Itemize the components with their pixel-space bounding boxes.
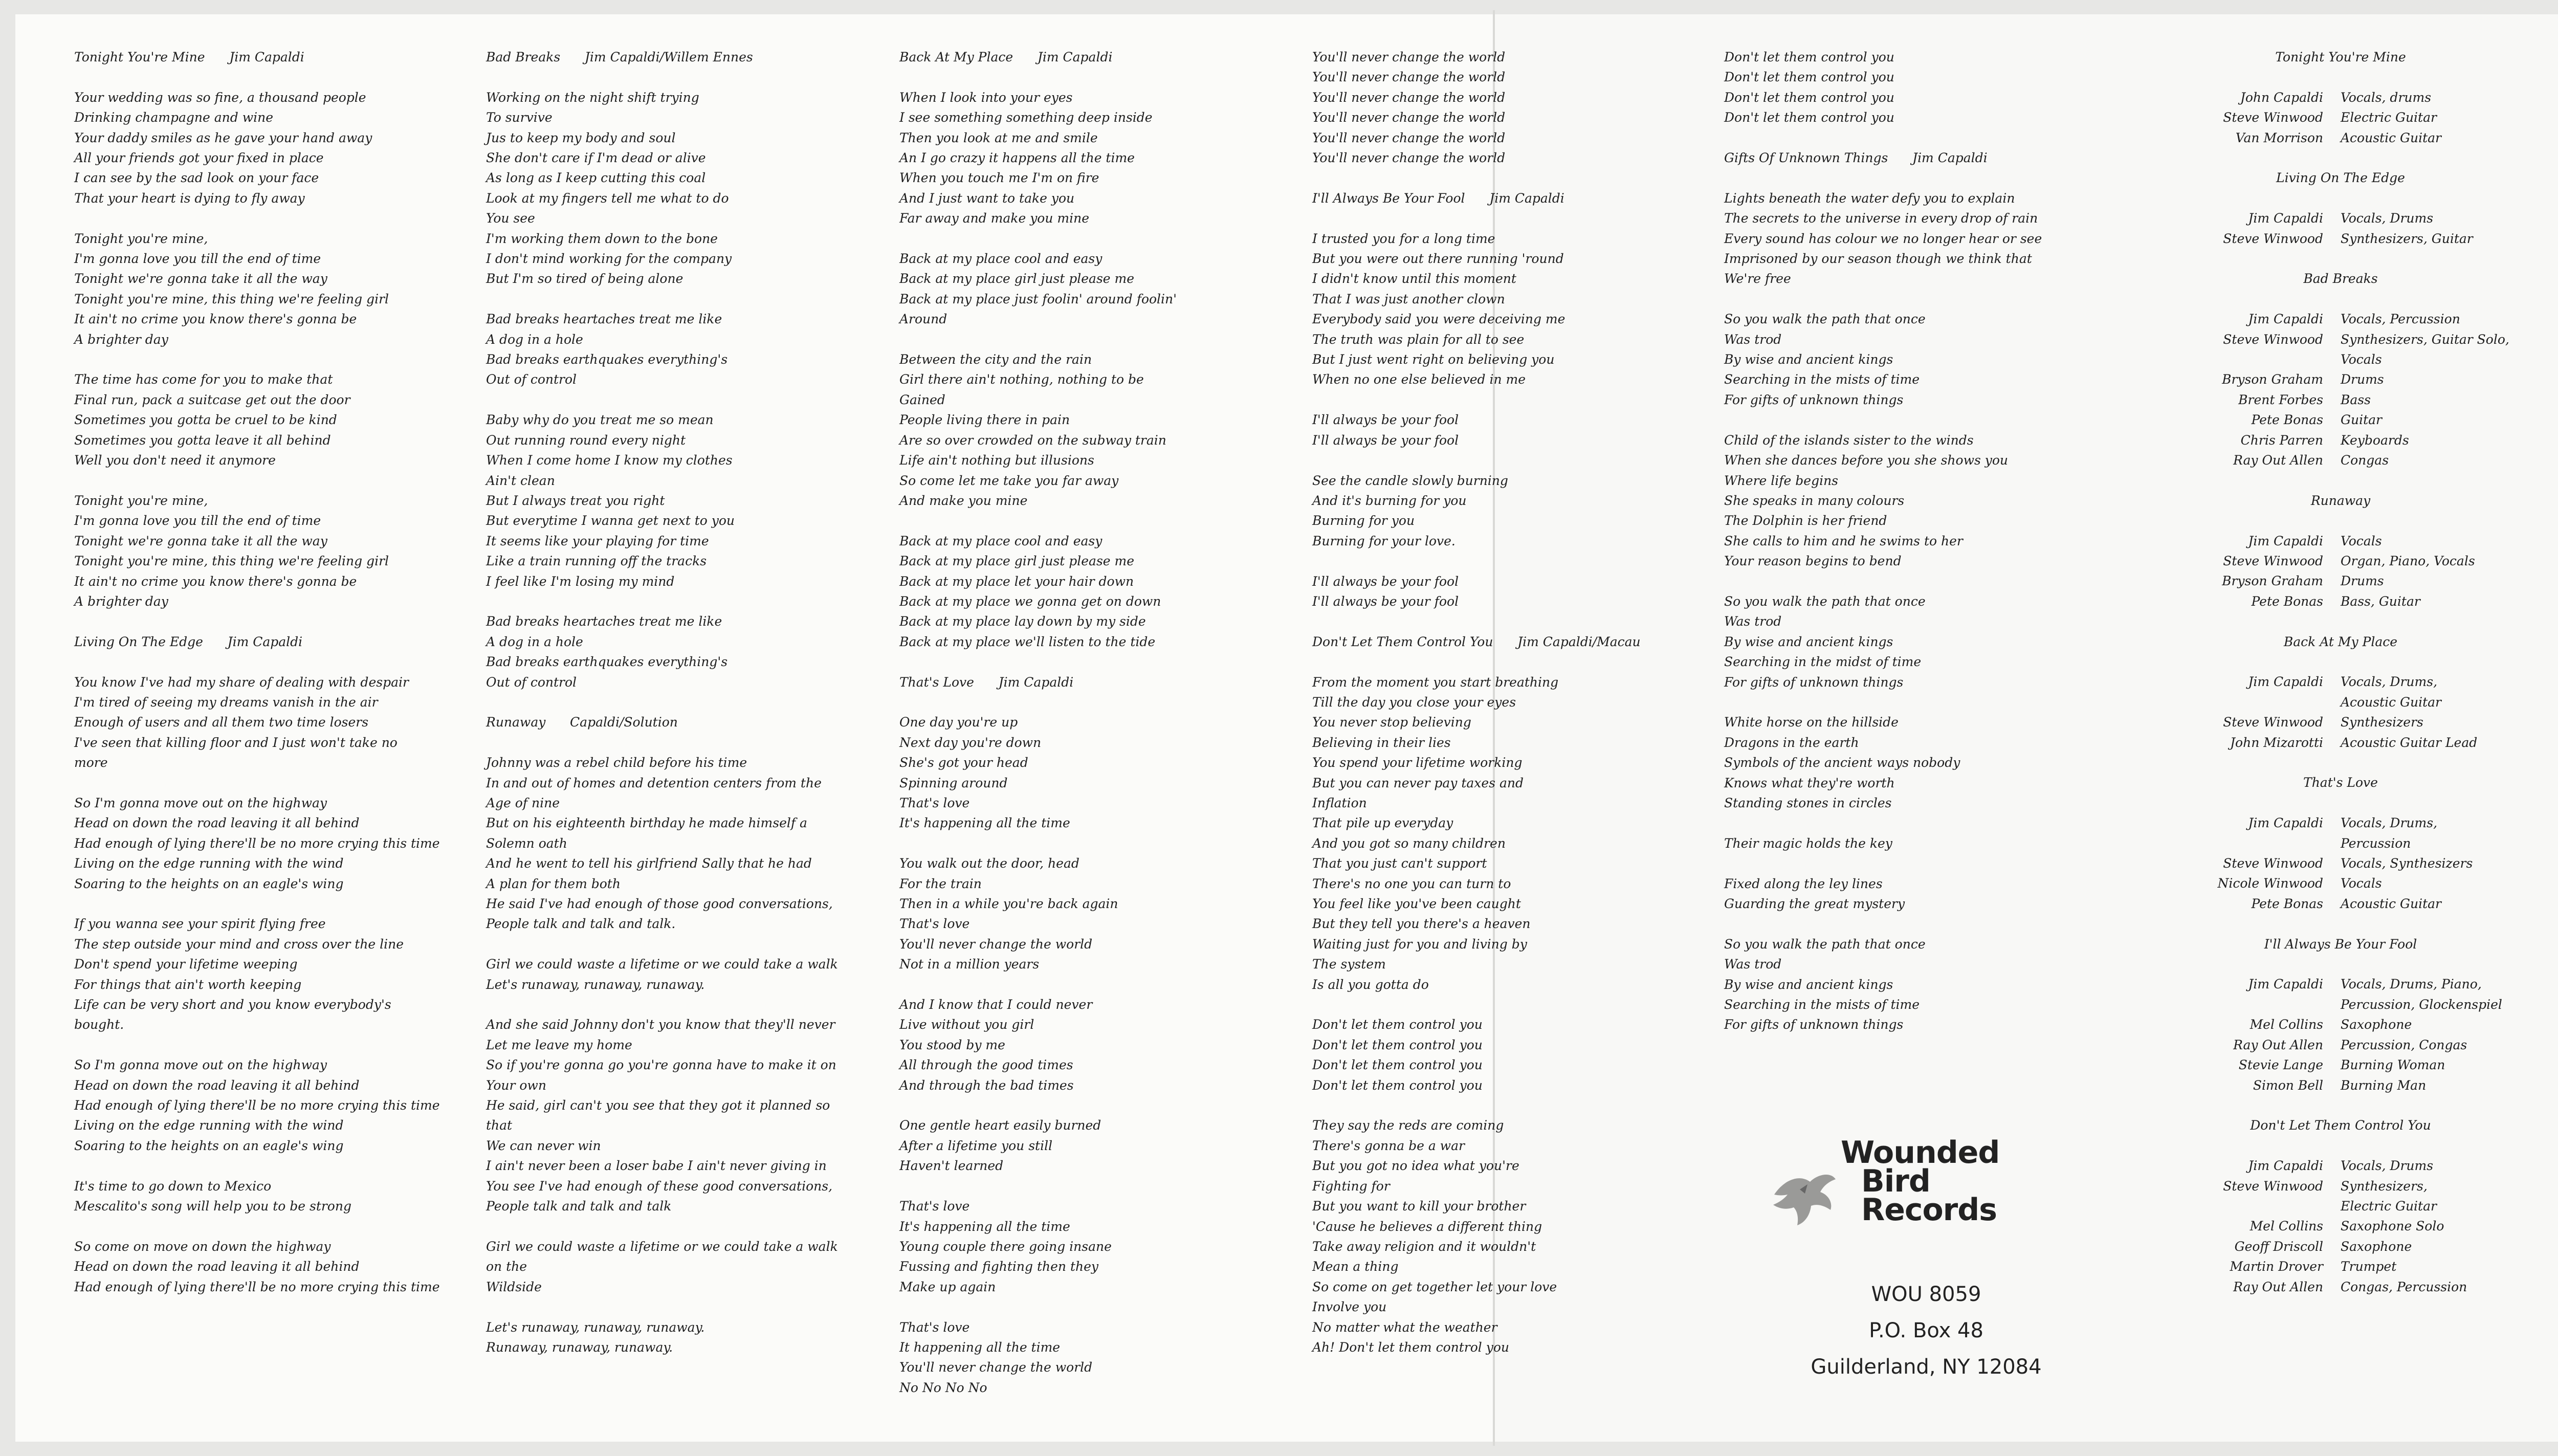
credit-role: Drums	[2341, 573, 2384, 589]
song-lyrics: Johnny was a rebel child before his time In and out of homes and detention centers from the Age of nine But on his eighteenth birthday he made himself a Solemn oath And he went to tell his girlfriend Sally that he had A plan for them both He said I've had enough of those good conversations, People talk and talk and talk. Girl we could waste a lifetime or we could take a walk Let's runaway, runaway, runaway. And she said Johnny don't you know that they'll never Let me leave my home So if you're gonna go you're gonna have to make it on Your own He said, girl can't you see that they got it planned so that We can never win I ain't never been a loser babe I ain't never giving in You see I've had enough of these good conversations, People talk and talk and talk Girl we could waste a lifetime or we could take a walk on the Wildside Let's runaway, runaway, runaway. Runaway, runaway, runaway.	[486, 755, 838, 1355]
lyrics-column-2	[486, 47, 875, 1357]
credit-row	[2136, 1156, 2545, 1176]
credit-role: Saxophone Solo	[2341, 1219, 2444, 1234]
credit-row	[2136, 1176, 2545, 1217]
song-lyrics: Don't let them control you Don't let them control you Don't let them control you Don't let them control you	[1724, 50, 1894, 125]
credit-note	[2550, 1055, 2558, 1156]
lyrics-column-5	[1724, 47, 2092, 1035]
lyrics-column-1	[74, 47, 463, 1297]
credit-person: Jim Capaldi	[2248, 1158, 2323, 1174]
credit-person: Steve Winwood	[2223, 1178, 2323, 1194]
credit-person: Steve Winwood	[2223, 554, 2323, 569]
credit-role: Acoustic Guitar	[2341, 896, 2441, 911]
credit-section	[2136, 491, 2545, 611]
song-lyrics: Working on the night shift trying To survive Jus to keep my body and soul She don't care if I'm dead or alive As long as I keep cutting this coal Look at my fingers tell me what to do You see I'm working them down to the bone I don't mind working for the company But I'm so tired of being alone Bad breaks heartaches treat me like A dog in a hole Bad breaks earthquakes everything's Out of control Baby why do you treat me so mean Out running round every night When I come home I know my clothes Ain't clean But I always treat you right But everytime I wanna get next to you It seems like your playing for time Like a train running off the tracks I feel like I'm losing my mind Bad breaks heartaches treat me like A dog in a hole Bad breaks earthquakes everything's Out of control	[486, 90, 735, 690]
credit-role: Vocals, Synthesizers	[2341, 856, 2473, 871]
credit-person: Pete Bonas	[2251, 896, 2323, 911]
credit-row	[2550, 87, 2558, 107]
credit-row	[2550, 208, 2558, 228]
song-title: Back At My Place Jim Capaldi	[899, 50, 1113, 64]
credit-person: Van Morrison	[2235, 130, 2323, 145]
song-block	[1312, 188, 1665, 612]
credit-row	[2136, 1014, 2545, 1034]
credit-role: Synthesizers, Guitar	[2341, 231, 2473, 246]
credit-role: Percussion, Congas	[2341, 1037, 2467, 1052]
credit-role: Organ, Piano, Vocals	[2341, 554, 2475, 569]
label-address	[1739, 1276, 2113, 1385]
credit-row	[2136, 1035, 2545, 1055]
credits-column-1	[2136, 47, 2545, 1317]
credit-role: Vocals, Percussion	[2341, 312, 2460, 327]
logo-line-1: Wounded	[1841, 1135, 2000, 1171]
song-lyrics: Your wedding was so fine, a thousand people Drinking champagne and wine Your daddy smiles as he gave your hand away All your friends got your fixed in place I can see by the sad look on your face That your heart is dying to fly away Tonight you're mine, I'm gonna love you till the end of time Tonight we're gonna take it all the way Tonight you're mine, this thing we're feeling girl It ain't no crime you know there's gonna be A brighter day The time has come for you to make that Final run, pack a suitcase get out the door Sometimes you gotta be cruel to be kind Sometimes you gotta leave it all behind Well you don't need it anymore Tonight you're mine, I'm gonna love you till the end of time Tonight we're gonna take it all the way Tonight you're mine, this thing we're feeling girl It ain't no crime you know there's gonna be A brighter day	[74, 90, 389, 609]
logo-line-3: Records	[1861, 1192, 1997, 1228]
lyrics-column-4	[1312, 47, 1665, 1357]
credit-row	[2136, 571, 2545, 591]
credit-note	[2550, 1317, 2558, 1377]
catalog-number: WOU 8059	[1871, 1283, 1981, 1306]
credit-row	[2136, 853, 2545, 873]
credit-role: Saxophone	[2341, 1239, 2412, 1254]
credit-row	[2136, 672, 2545, 712]
song-block	[486, 47, 875, 692]
credit-row	[2550, 229, 2558, 249]
credit-role: Synthesizers, Guitar Solo, Vocals	[2341, 332, 2509, 367]
credit-person: Stevie Lange	[2238, 1057, 2323, 1073]
credit-row	[2136, 1256, 2545, 1276]
credit-row	[2136, 450, 2545, 470]
song-title: Bad Breaks Jim Capaldi/Willem Ennes	[486, 50, 753, 64]
credit-row	[2550, 188, 2558, 208]
credit-row	[2136, 390, 2545, 410]
credit-person: Ray Out Allen	[2233, 1037, 2323, 1052]
credit-role: Guitar	[2341, 412, 2382, 428]
song-block	[1312, 632, 1665, 1358]
credit-person: Mel Collins	[2250, 1219, 2323, 1234]
credit-person: Steve Winwood	[2223, 332, 2323, 347]
credit-role: Synthesizers, Electric Guitar	[2341, 1178, 2437, 1214]
credit-section-title: Bad Breaks	[2303, 271, 2378, 286]
credit-row	[2136, 87, 2545, 107]
song-block	[1724, 47, 2092, 128]
credit-row	[2136, 309, 2545, 329]
song-block	[899, 672, 1288, 1398]
credit-person	[2550, 107, 2558, 148]
song-title: Don't Let Them Control You Jim Capaldi/Macau	[1312, 634, 1641, 649]
credit-row	[2136, 208, 2545, 228]
address-line-2: Guilderland, NY 12084	[1811, 1355, 2042, 1379]
credit-section	[2136, 632, 2545, 753]
credit-person: Chris Parren	[2240, 432, 2323, 448]
credit-role: Bass	[2341, 392, 2371, 407]
credit-section-title: Runaway	[2310, 493, 2371, 508]
credit-person: Ray Out Allen	[2233, 453, 2323, 468]
credit-person	[2550, 208, 2558, 228]
credit-role: Vocals	[2341, 876, 2382, 891]
song-block	[1724, 148, 2092, 1035]
song-lyrics: You'll never change the world You'll never change the world You'll never change the world You'll never change the world You'll never change the world You'll never change the world	[1312, 50, 1506, 166]
credit-person: Martin Drover	[2230, 1259, 2323, 1274]
credit-role: Vocals, Drums, Piano, Percussion, Glockenspiel	[2341, 977, 2502, 1012]
credit-person: Jim Capaldi	[2248, 977, 2323, 992]
credit-note	[2550, 611, 2558, 652]
bird-icon	[1769, 1159, 1841, 1241]
credit-row	[2136, 531, 2545, 551]
credit-row	[2136, 712, 2545, 732]
credit-section	[2550, 47, 2558, 249]
credit-section	[2136, 773, 2545, 914]
credit-person: John Capaldi	[2240, 90, 2323, 105]
credit-row	[2136, 733, 2545, 753]
song-title: Tonight You're Mine Jim Capaldi	[74, 50, 304, 64]
song-block	[74, 47, 463, 611]
credit-person: Steve Winwood	[2223, 715, 2323, 730]
credit-row	[2136, 329, 2545, 370]
credit-role: Synthesizers	[2341, 715, 2423, 730]
song-lyrics: I trusted you for a long time But you were out there running 'round I didn't know until this moment That I was just another clown Everybody said you were deceiving me The truth was plain for all to see But I just went right on believing you When no one else believed in me I'll always be your fool I'll always be your fool See the candle slowly burning And it's burning for you Burning for you Burning for your love. I'll always be your fool I'll always be your fool	[1312, 231, 1565, 609]
song-lyrics: You know I've had my share of dealing with despair I'm tired of seeing my dreams vanish in the air Enough of users and all them two time losers I've seen that killing floor and I just won't take no more So I'm gonna move out on the highway Head on down the road leaving it all behind Had enough of lying there'll be no more crying this time Living on the edge running with the wind Soaring to the heights on an eagle's wing If you wanna see your spirit flying free The step outside your mind and cross over the line Don't spend your lifetime weeping For things that ain't worth keeping Life can be very short and you know everybody's bought. So I'm gonna move out on the highway Head on down the road leaving it all behind Had enough of lying there'll be no more crying this time Living on the edge running with the wind Soaring to the heights on an eagle's wing It's time to go down to Mexico Mescalito's song will help you to be strong So come on move on down the highway Head on down the road leaving it all behind Had enough of lying there'll be no more crying this time	[74, 674, 440, 1294]
credit-row	[2136, 1075, 2545, 1095]
credit-person	[2550, 168, 2558, 188]
credit-role: Keyboards	[2341, 432, 2409, 448]
credit-section	[2136, 934, 2545, 1095]
logo-wordmark	[1841, 1135, 2000, 1228]
credit-row	[2136, 1216, 2545, 1236]
credit-role: Vocals, drums	[2341, 90, 2432, 105]
credit-row	[2136, 107, 2545, 127]
credit-role: Vocals, Drums	[2341, 211, 2434, 226]
credit-section	[2136, 47, 2545, 148]
credit-person: Jim Capaldi	[2248, 211, 2323, 226]
song-block	[1312, 47, 1665, 168]
credit-note	[2550, 813, 2558, 833]
credit-section-title: Living On The Edge	[2276, 170, 2405, 186]
credit-section-title: Back At My Place	[2283, 634, 2398, 649]
credit-role: Drums	[2341, 372, 2384, 387]
address-line-1: P.O. Box 48	[1869, 1319, 1983, 1342]
credit-person: Steve Winwood	[2223, 856, 2323, 871]
credit-role: Saxophone	[2341, 1017, 2412, 1032]
credit-note	[2550, 712, 2558, 753]
credit-person: Geoff Driscoll	[2234, 1239, 2323, 1254]
credit-row	[2136, 894, 2545, 914]
credit-row	[2550, 168, 2558, 188]
credit-row	[2136, 873, 2545, 893]
credit-note	[2550, 853, 2558, 873]
credit-person: Brent Forbes	[2238, 392, 2323, 407]
credit-section-title: Don't Let Them Control You	[2250, 1118, 2431, 1133]
credit-person	[2550, 229, 2558, 249]
credit-role: Vocals	[2341, 533, 2382, 548]
credit-role: Burning Man	[2341, 1077, 2427, 1093]
credit-person: John Mizarotti	[2230, 735, 2323, 750]
credit-note	[2550, 531, 2558, 551]
credit-section-title: Tonight You're Mine	[2275, 50, 2406, 64]
credit-person: Mel Collins	[2250, 1017, 2323, 1032]
song-title: That's Love Jim Capaldi	[899, 674, 1074, 690]
song-lyrics: When I look into your eyes I see something something deep inside Then you look at me and smile An I go crazy it happens all the time When you touch me I'm on fire And I just want to take you Far away and make you mine Back at my place cool and easy Back at my place girl just please me Back at my place just foolin' around foolin' Around Between the city and the rain Girl there ain't nothing, nothing to be Gained People living there in pain Are so over crowded on the subway train Life ain't nothing but illusions So come let me take you far away And make you mine Back at my place cool and easy Back at my place girl just please me Back at my place let your hair down Back at my place we gonna get on down Back at my place lay down by my side Back at my place we'll listen to the tide	[899, 90, 1177, 649]
credit-section	[2136, 269, 2545, 470]
song-lyrics: From the moment you start breathing Till the day you close your eyes You never stop believing Believing in their lies You spend your lifetime working But you can never pay taxes and Inflation That pile up everyday And you got so many children That you just can't support There's no one you can turn to You feel like you've been caught But they tell you there's a heaven Waiting just for you and living by The system Is all you gotta do Don't let them control you Don't let them control you Don't let them control you Don't let them control you They say the reds are coming There's gonna be a war But you got no idea what you're Fighting for But you want to kill your brother 'Cause he believes a different thing Take away religion and it wouldn't Mean a thing So come on get together let your love Involve you No matter what the weather Ah! Don't let them control you	[1312, 674, 1559, 1355]
credit-row	[2136, 813, 2545, 853]
credit-row	[2550, 107, 2558, 148]
credit-row	[2136, 410, 2545, 430]
credit-person: Steve Winwood	[2223, 110, 2323, 125]
credit-row	[2136, 591, 2545, 611]
credits-column-2	[2550, 47, 2558, 1438]
credit-note	[2550, 269, 2558, 470]
song-title: Runaway Capaldi/Solution	[486, 715, 678, 730]
song-block	[486, 712, 875, 1357]
credit-note	[2550, 773, 2558, 792]
credit-section	[2136, 168, 2545, 249]
song-title: I'll Always Be Your Fool Jim Capaldi	[1312, 190, 1564, 206]
credit-row	[2136, 369, 2545, 389]
song-title: Living On The Edge Jim Capaldi	[74, 634, 303, 649]
credit-section-title: I'll Always Be Your Fool	[2264, 936, 2417, 952]
credit-person: Bryson Graham	[2222, 573, 2323, 589]
credit-row	[2136, 430, 2545, 450]
credit-role: Bass, Guitar	[2341, 593, 2420, 609]
credit-person: Jim Capaldi	[2248, 312, 2323, 327]
credit-note	[2550, 491, 2558, 511]
wounded-bird-logo	[1769, 1135, 2086, 1246]
credit-section-title: That's Love	[2303, 775, 2378, 790]
credit-role: Electric Guitar	[2341, 110, 2437, 125]
credit-person	[2550, 148, 2558, 168]
credit-role: Vocals, Drums, Acoustic Guitar	[2341, 674, 2441, 710]
credit-role: Congas	[2341, 453, 2389, 468]
credit-role: Burning Woman	[2341, 1057, 2445, 1073]
credit-person: Pete Bonas	[2251, 593, 2323, 609]
credit-person: Jim Capaldi	[2248, 533, 2323, 548]
credit-person: Jim Capaldi	[2248, 674, 2323, 690]
logo-line-2: Bird	[1861, 1163, 1930, 1199]
credit-role: Acoustic Guitar	[2341, 130, 2441, 145]
credit-person: Bryson Graham	[2222, 372, 2323, 387]
credit-row	[2136, 1237, 2545, 1256]
song-lyrics: Lights beneath the water defy you to explain The secrets to the universe in every drop of rain Every sound has colour we no longer hear or see Imprisoned by our season though we think that We're free So you walk the path that once Was trod By wise and ancient kings Searching in the mists of time For gifts of unknown things Child of the islands sister to the winds When she dances before you she shows you Where life begins She speaks in many colours The Dolphin is her friend She calls to him and he swims to her Your reason begins to bend So you walk the path that once Was trod By wise and ancient kings Searching in the midst of time For gifts of unknown things White horse on the hillside Dragons in the earth Symbols of the ancient ways nobody Knows what they're worth Standing stones in circles Their magic holds the key Fixed along the ley lines Guarding the great mystery So you walk the path that once Was trod By wise and ancient kings Searching in the mists of time For gifts of unknown things	[1724, 190, 2042, 1032]
credit-note	[2550, 1176, 2558, 1297]
song-title: Gifts Of Unknown Things Jim Capaldi	[1724, 150, 1988, 166]
lyrics-column-3	[899, 47, 1288, 1398]
credit-person: Nicole Winwood	[2217, 876, 2323, 891]
credit-note	[2550, 571, 2558, 591]
credit-section-title	[2550, 47, 2558, 67]
credit-note	[2550, 1398, 2558, 1418]
credit-person: Steve Winwood	[2223, 231, 2323, 246]
credit-row	[2136, 1277, 2545, 1297]
credit-role: Trumpet	[2341, 1259, 2397, 1274]
song-block	[899, 47, 1288, 652]
credit-person: Simon Bell	[2253, 1077, 2323, 1093]
song-block	[74, 632, 463, 1297]
credit-person: Jim Capaldi	[2248, 815, 2323, 831]
credit-row	[2136, 229, 2545, 249]
credit-role: Acoustic Guitar Lead	[2341, 735, 2478, 750]
credit-row	[2136, 974, 2545, 1014]
song-lyrics: One day you're up Next day you're down She's got your head Spinning around That's love It's happening all the time You walk out the door, head For the train Then in a while you're back again That's love You'll never change the world Not in a million years And I know that I could never Live without you girl You stood by me All through the good times And through the bad times One gentle heart easily burned After a lifetime you still Haven't learned That's love It's happening all the time Young couple there going insane Fussing and fighting then they Make up again That's love It happening all the time You'll never change the world No No No No	[899, 715, 1118, 1395]
credit-person	[2550, 188, 2558, 208]
credit-person	[2550, 87, 2558, 107]
credit-row	[2136, 551, 2545, 571]
credit-person: Ray Out Allen	[2233, 1279, 2323, 1294]
credit-note	[2550, 672, 2558, 692]
credit-row	[2550, 148, 2558, 168]
credit-person: Pete Bonas	[2251, 412, 2323, 428]
credit-role: Vocals, Drums, Percussion	[2341, 815, 2438, 851]
credit-row	[2136, 1055, 2545, 1075]
credit-role: Vocals, Drums	[2341, 1158, 2434, 1174]
credit-row	[2136, 128, 2545, 148]
credit-note	[2550, 894, 2558, 1035]
credit-role: Congas, Percussion	[2341, 1279, 2467, 1294]
credit-section	[2136, 1115, 2545, 1297]
